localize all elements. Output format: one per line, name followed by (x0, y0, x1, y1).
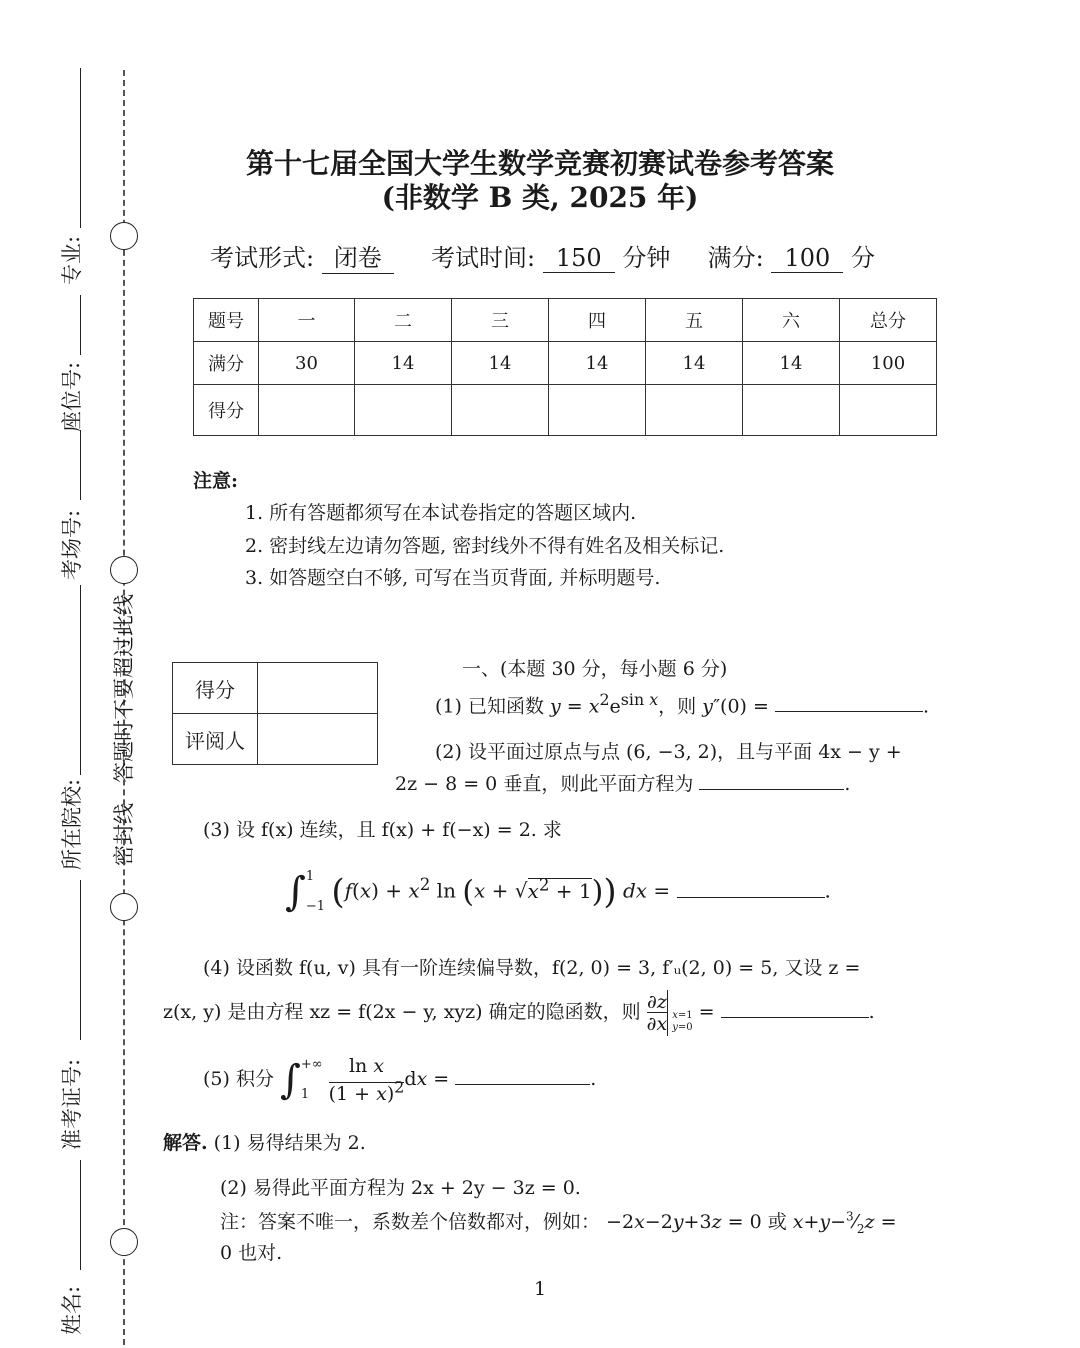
q1-mid: ，则 (658, 695, 697, 718)
grader-reviewer-cell[interactable] (258, 714, 378, 765)
section-heading: 一、(本题 30 分，每小题 6 分) (462, 658, 728, 680)
question-4-line2: z(x, y) 是由方程 xz = f(2x − y, xyz) 确定的隐函数，则 $\frac{\partial z}{\partial x} x=1$ y=0 = . (163, 991, 875, 1035)
margin-line (80, 880, 81, 1040)
exam-time-unit: 分钟 (622, 244, 671, 272)
full-score-value: 100 (771, 244, 843, 273)
page-subtitle: (非数学 B 类, 2025 年) (381, 181, 699, 214)
binding-hole (110, 1228, 138, 1256)
question-3-line1: (3) 设 f(x) 连续，且 f(x) + f(−x) = 2. 求 (203, 819, 562, 841)
table-cell: 总分 (840, 299, 937, 342)
q5-prefix: (5) 积分 (203, 1068, 274, 1090)
question-5: (5) 积分 ∫+∞ 1 ln x $(1 + x)^2dx$ = . (203, 1054, 597, 1106)
table-cell: 三 (452, 299, 549, 342)
seal-line-text: 密封线 (112, 803, 136, 866)
score-input-cell[interactable] (259, 385, 355, 436)
table-cell: 14 (646, 342, 743, 385)
note-item: 3. 如答题空白不够, 可写在当页背面, 并标明题号. (245, 567, 661, 589)
score-input-cell[interactable] (646, 385, 743, 436)
score-input-cell[interactable] (840, 385, 937, 436)
field-room-number: 考场号: (60, 509, 84, 580)
table-cell: 题号 (194, 299, 259, 342)
field-name: 姓名: (60, 1285, 84, 1335)
note-item: 1. 所有答题都须写在本试卷指定的答题区域内. (245, 502, 637, 524)
field-admission-number: 准考证号: (60, 1058, 84, 1150)
question-2-line2: 2z − 8 = 0 垂直，则此平面方程为 . (395, 773, 851, 795)
question-3-formula: ∫1 −1 ($f(x) + x^2$ $\ln (x + √x^2 + 1)$) dx = . (285, 869, 831, 915)
grader-reviewer-label: 评阅人 (173, 714, 258, 765)
table-cell: 30 (259, 342, 355, 385)
answer-2-note-line2: 0 也对. (220, 1242, 283, 1264)
table-cell: 14 (355, 342, 452, 385)
score-table (193, 298, 937, 436)
answer-1-text: (1) 易得结果为 2. (213, 1132, 366, 1154)
score-input-cell[interactable] (549, 385, 646, 436)
score-table-full-row (194, 342, 937, 385)
q4-line2-text: z(x, y) 是由方程 xz = f(2x − y, xyz) 确定的隐函数，则 (163, 1001, 641, 1023)
answer-1 (163, 1128, 366, 1155)
field-seat-number: 座位号: (60, 361, 84, 432)
answer-label: 解答. (163, 1132, 208, 1154)
exam-format-label: 考试形式: (210, 244, 315, 272)
table-cell: 14 (549, 342, 646, 385)
full-score-label: 满分: (707, 244, 764, 272)
seal-warning-text: 答题时不要超过此线 (112, 594, 136, 783)
score-table-header-row (194, 299, 937, 342)
table-cell: 五 (646, 299, 743, 342)
answer-2-note: 注：答案不唯一，系数差个倍数都对，例如： −2x−2y+3z = 0 或 $x+y-^3⁄_2z$ = (220, 1209, 897, 1236)
score-table-earned-row (194, 385, 937, 436)
binding-hole (110, 222, 138, 250)
margin-line (80, 1160, 81, 1270)
exam-format-value: 闭卷 (322, 238, 394, 274)
table-cell: 100 (840, 342, 937, 385)
binding-hole (110, 556, 138, 584)
page-number: 1 (533, 1278, 547, 1300)
table-cell: 14 (743, 342, 840, 385)
table-cell: 四 (549, 299, 646, 342)
margin-line (80, 295, 81, 355)
margin-line (80, 585, 81, 775)
q1-prefix: (1) 已知函数 (435, 695, 544, 718)
question-4-line1: (4) 设函数 f(u, v) 具有一阶连续偏导数，f(2, 0) = 3, f′ᵤ(2, 0) = 5, 又设 z = (203, 957, 861, 979)
table-cell: 一 (259, 299, 355, 342)
table-cell: 二 (355, 299, 452, 342)
notes-title: 注意: (193, 470, 239, 492)
score-input-cell[interactable] (355, 385, 452, 436)
grader-score-label: 得分 (173, 663, 258, 714)
full-score-unit: 分 (851, 244, 876, 272)
q2-line2-text: 2z − 8 = 0 垂直，则此平面方程为 (395, 773, 694, 795)
answer-2-note-text: 注：答案不唯一，系数差个倍数都对，例如： (220, 1211, 601, 1233)
margin-line (80, 430, 81, 500)
table-cell: 满分 (194, 342, 259, 385)
answer-2: (2) 易得此平面方程为 2x + 2y − 3z = 0. (220, 1177, 581, 1199)
field-school: 所在院校: (60, 778, 84, 870)
table-cell: 六 (743, 299, 840, 342)
page-title: 第十七届全国大学生数学竞赛初赛试卷参考答案 (245, 147, 834, 180)
question-2-line1: (2) 设平面过原点与点 (6, −3, 2)，且与平面 4x − y + (435, 741, 902, 763)
binding-hole (110, 893, 138, 921)
score-input-cell[interactable] (452, 385, 549, 436)
table-cell: 得分 (194, 385, 259, 436)
exam-time-label: 考试时间: (431, 244, 536, 272)
score-input-cell[interactable] (743, 385, 840, 436)
note-item: 2. 密封线左边请勿答题, 密封线外不得有姓名及相关标记. (245, 535, 725, 557)
question-1: (1) 已知函数 $y = x^2e^{sin x}$，则 y″(0) = . (435, 690, 930, 718)
exam-info (210, 238, 875, 274)
field-major: 专业: (60, 235, 84, 285)
table-cell: 14 (452, 342, 549, 385)
exam-time-value: 150 (543, 244, 615, 273)
grader-score-cell[interactable] (258, 663, 378, 714)
grader-box (172, 662, 378, 765)
